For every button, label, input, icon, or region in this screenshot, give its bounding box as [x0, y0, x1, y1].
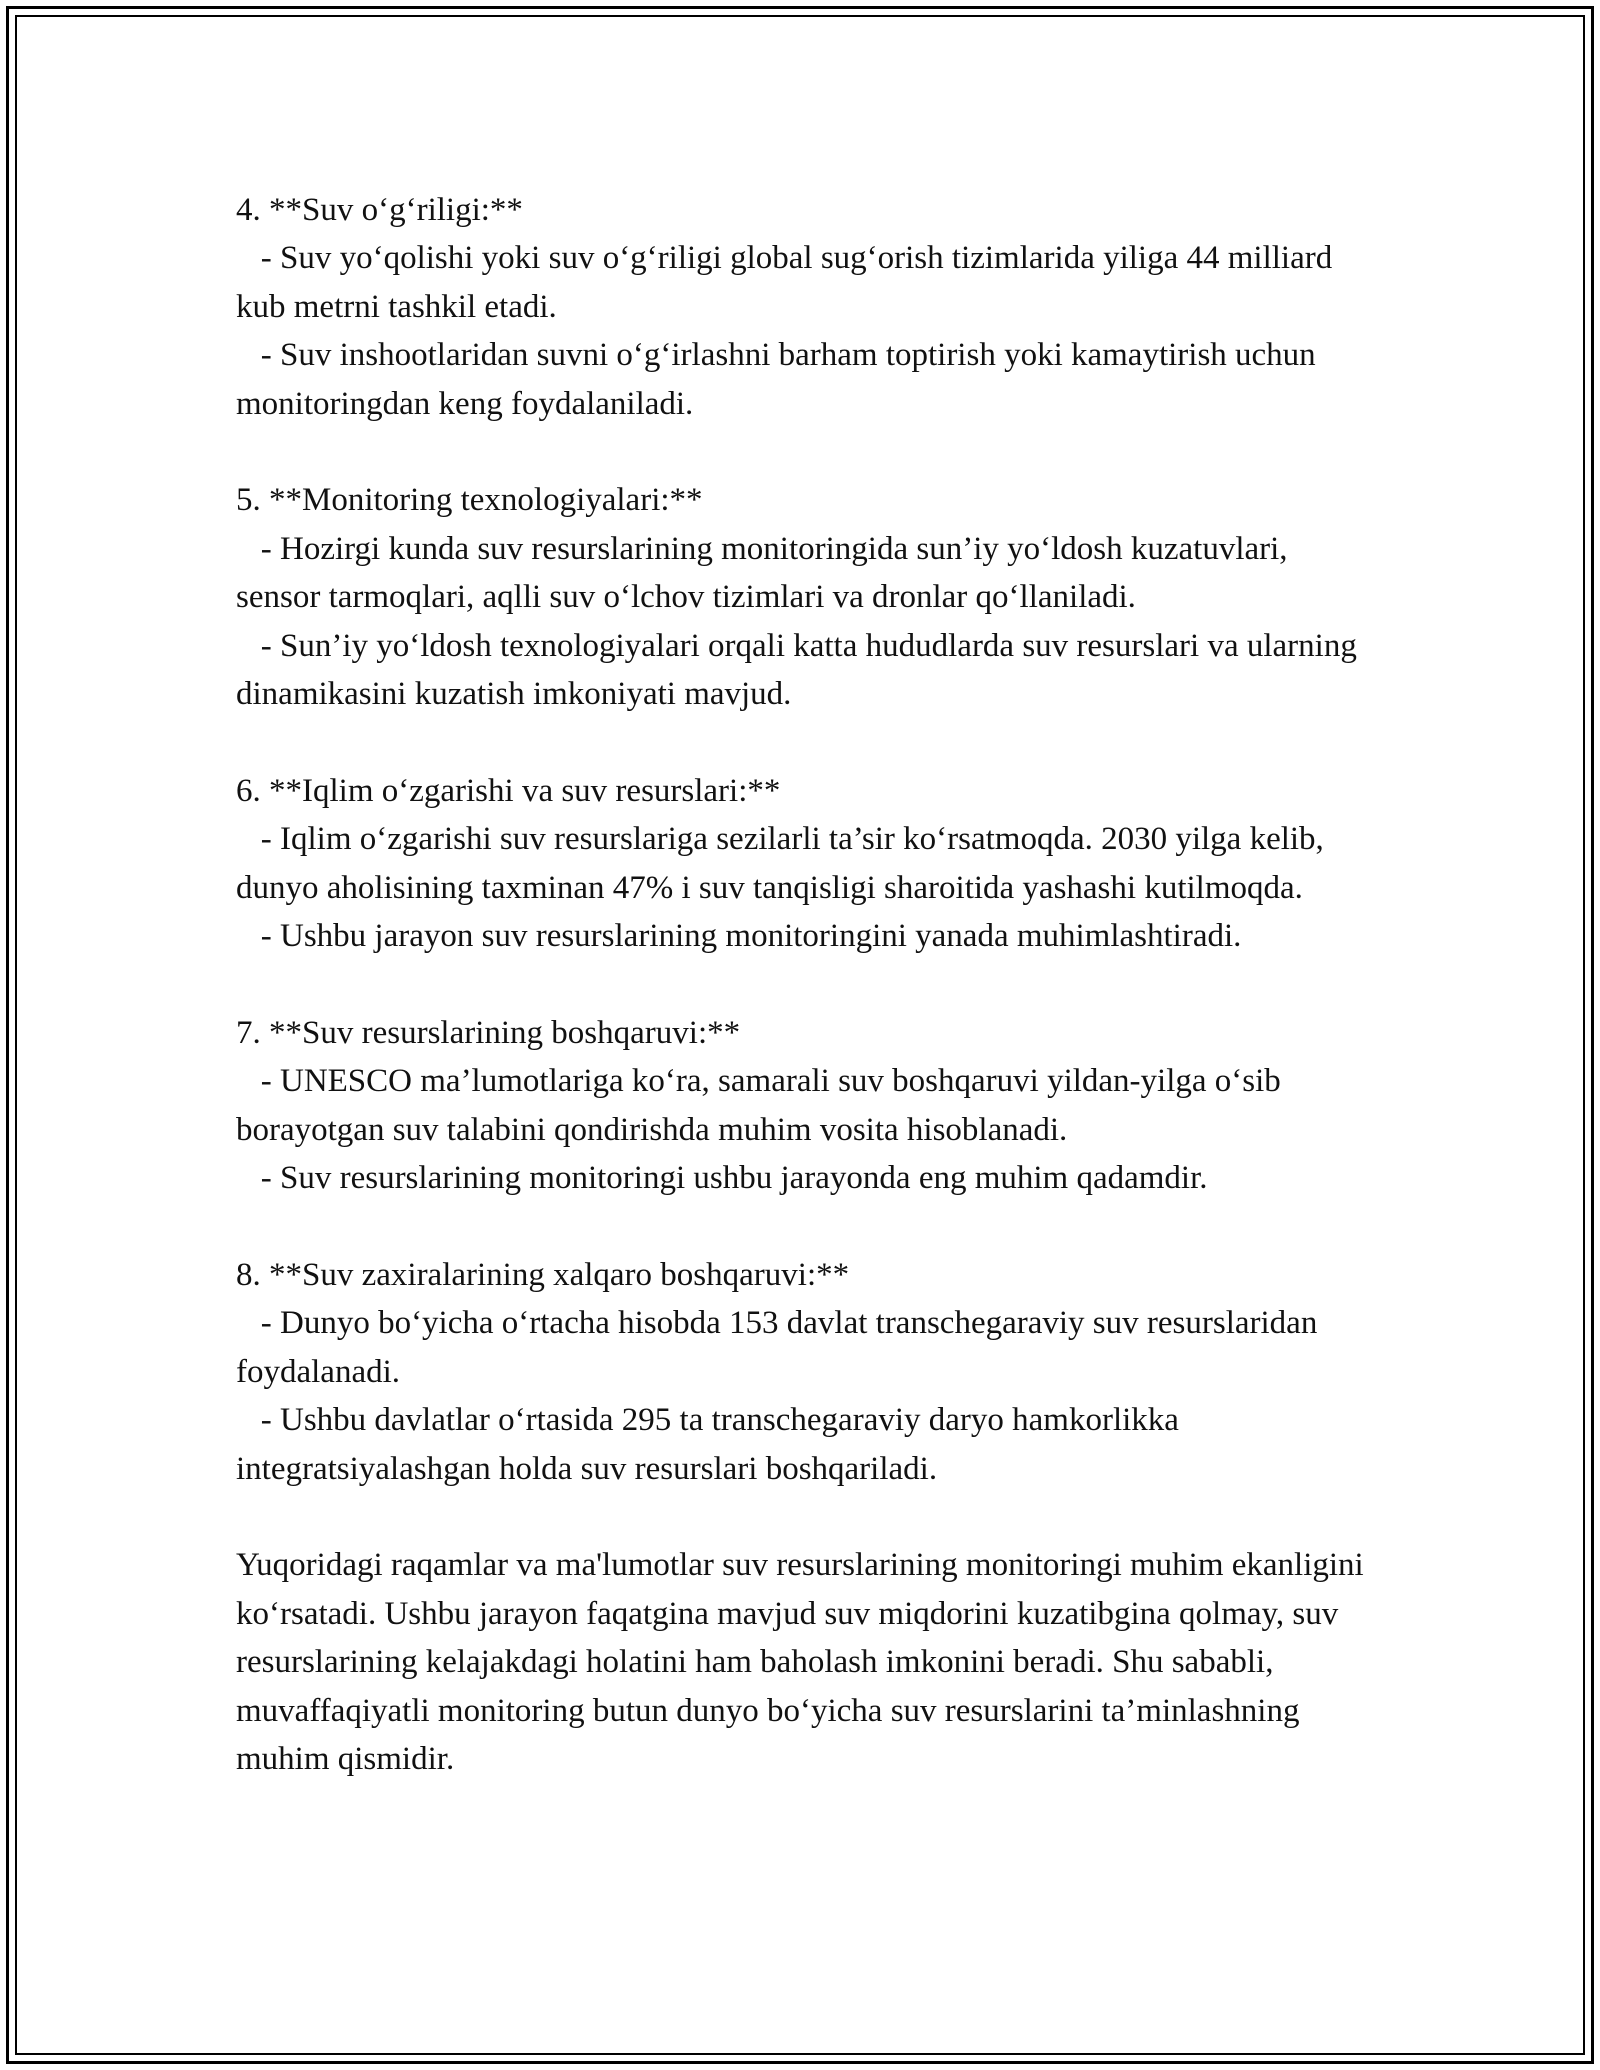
- section-heading: 4. **Suv o‘g‘riligi:**: [236, 192, 523, 228]
- paragraph-gap: [236, 1202, 1366, 1250]
- section-heading: 7. **Suv resurslarining boshqaruvi:**: [236, 1014, 741, 1051]
- section-international-management: [236, 1251, 1366, 1493]
- section-bullet: - Ushbu davlatlar o‘rtasida 295 ta transchegaraviy daryo hamkorlikka integratsiyalashgan holda suv resurslari boshqariladi.: [236, 1402, 1188, 1487]
- section-bullet: - Iqlim o‘zgarishi suv resurslariga sezilarli ta’sir ko‘rsatmoqda. 2030 yilga kelib, dunyo aholisining taxminan 47% i suv tanqisligi sharoitida yashashi kutilmoqda.: [236, 821, 1333, 906]
- section-monitoring-technologies: [236, 476, 1366, 718]
- section-bullet: - Dunyo bo‘yicha o‘rtacha hisobda 153 davlat transchegaraviy suv resurslaridan foydalanadi.: [236, 1305, 1326, 1390]
- section-heading: 6. **Iqlim o‘zgarishi va suv resurslari:**: [236, 772, 781, 809]
- section-bullet: - Suv inshootlaridan suvni o‘g‘irlashni barham toptirish yoki kamaytirish uchun monitoringdan keng foydalaniladi.: [236, 337, 1324, 422]
- paragraph-gap: [236, 718, 1366, 766]
- conclusion-paragraph: Yuqoridagi raqamlar va ma'lumotlar suv resurslarining monitoringi muhim ekanligini ko‘rsatadi. Ushbu jarayon faqatgina mavjud suv miqdorini kuzatibgina qolmay, suv resurslarining kelajakdagi holatini ham baholash imkonini beradi. Shu sababli, muvaffaqiyatli monitoring butun dunyo bo‘yicha suv resurslarini ta’minlashning muhim qismidir.: [236, 1547, 1364, 1777]
- document-body: [236, 186, 1366, 1783]
- section-climate-change: [236, 767, 1366, 961]
- section-heading: 8. **Suv zaxiralarining xalqaro boshqaruvi:**: [236, 1256, 850, 1293]
- paragraph-gap: [236, 428, 1366, 476]
- section-bullet: - Hozirgi kunda suv resurslarining monitoringida sun’iy yo‘ldosh kuzatuvlari, sensor tarmoqlari, aqlli suv o‘lchov tizimlari va dronlar qo‘llaniladi.: [236, 530, 1296, 616]
- section-water-theft: [236, 186, 1366, 428]
- paragraph-gap: [236, 960, 1366, 1008]
- section-bullet: - Suv resurslarining monitoringi ushbu jarayonda eng muhim qadamdir.: [236, 1160, 1208, 1197]
- section-water-management: [236, 1009, 1366, 1203]
- section-bullet: - UNESCO ma’lumotlariga ko‘ra, samarali suv boshqaruvi yildan-yilga o‘sib borayotgan suv talabini qondirishda muhim vosita hisoblanadi.: [236, 1063, 1290, 1148]
- section-heading: 5. **Monitoring texnologiyalari:**: [236, 482, 703, 519]
- paragraph-gap: [236, 1493, 1366, 1541]
- section-bullet: - Suv yo‘qolishi yoki suv o‘g‘riligi global sug‘orish tizimlarida yiliga 44 milliard kub metrni tashkil etadi.: [236, 240, 1341, 325]
- section-bullet: - Ushbu jarayon suv resurslarining monitoringini yanada muhimlashtiradi.: [236, 918, 1242, 955]
- section-bullet: - Sun’iy yo‘ldosh texnologiyalari orqali katta hududlarda suv resurslari va ularning dinamikasini kuzatish imkoniyati mavjud.: [236, 627, 1366, 713]
